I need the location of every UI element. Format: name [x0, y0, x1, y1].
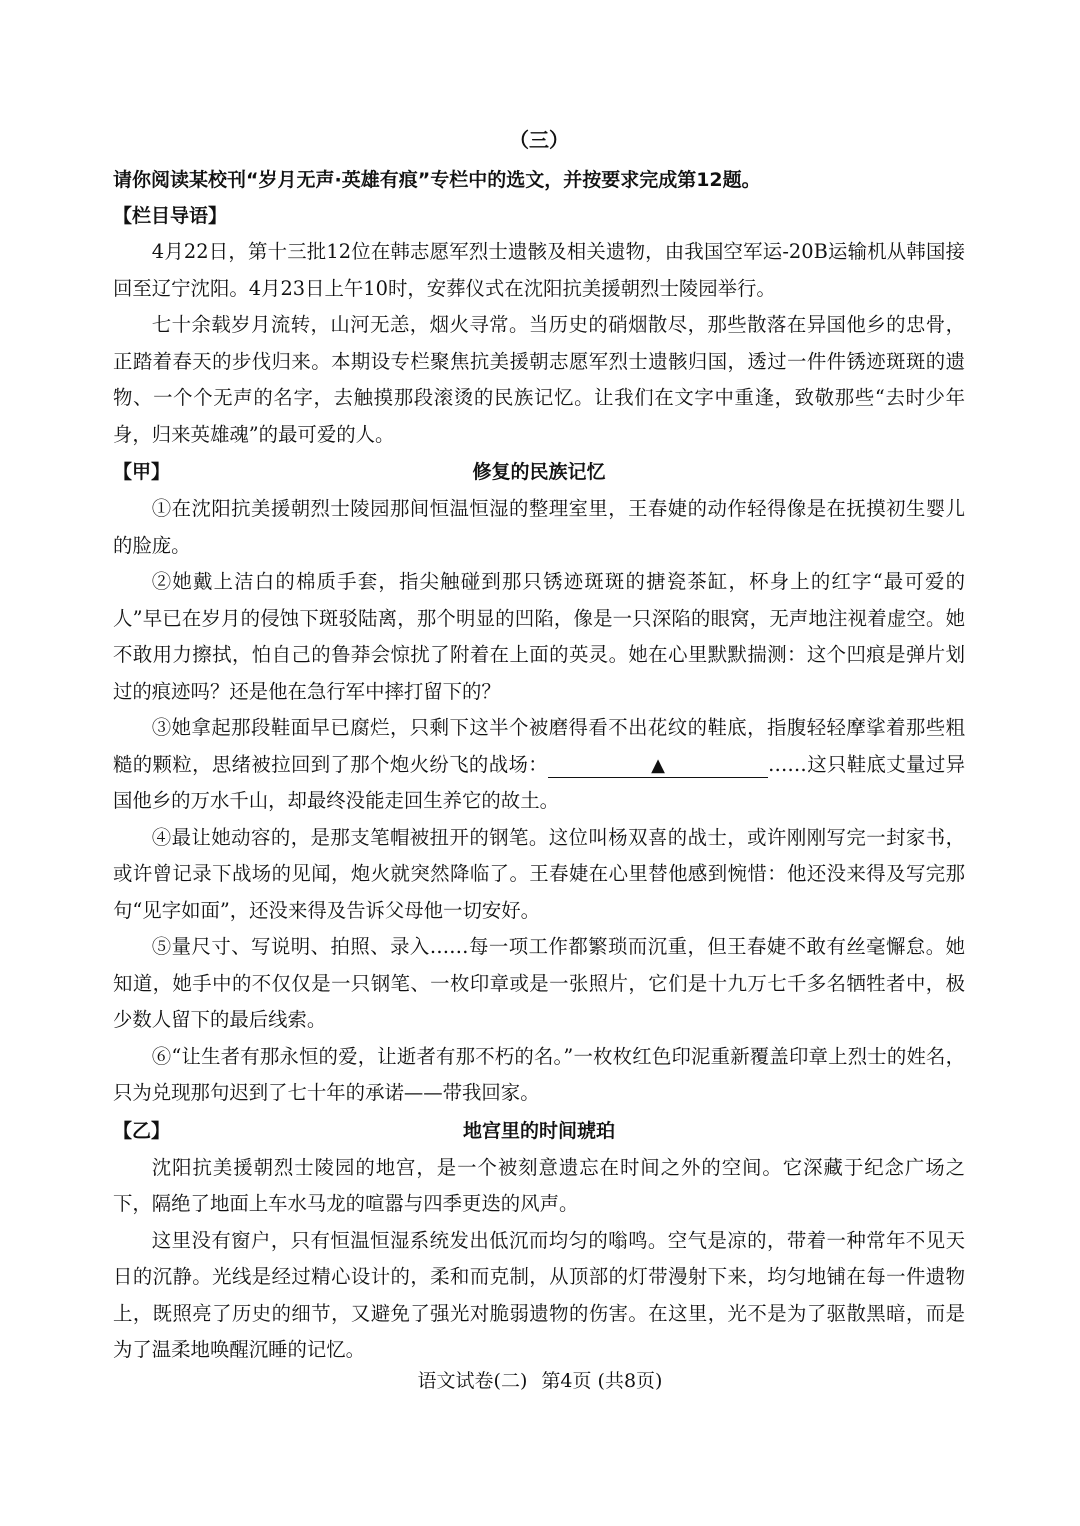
page-footer [0, 1366, 1080, 1393]
intro-paragraph-2: 七十余载岁月流转，山河无恙，烟火寻常。当历史的硝烟散尽，那些散落在异国他乡的忠骨，正踏着春天的步伐归来。本期设专栏聚焦抗美援朝志愿军烈士遗骸归国，透过一件件锈迹斑斑的遗物、一个个无声的名字，去触摸那段滚烫的民族记忆。让我们在文字中重逢，致敬那些“去时少年身，归来英雄魂”的最可爱的人。 [113, 313, 965, 446]
intro-paragraph-1: 4月22日，第十三批12位在韩志愿军烈士遗骸及相关遗物，由我国空军运-20B运输机从韩国接回至辽宁沈阳。4月23日上午10时，安葬仪式在沈阳抗美援朝烈士陵园举行。 [113, 240, 965, 300]
answer-blank [548, 754, 768, 778]
article-b-tag: 【乙】 [113, 1119, 171, 1142]
article-a-paragraph-2: ②她戴上洁白的棉质手套，指尖触碰到那只锈迹斑斑的搪瓷茶缸，杯身上的红字“最可爱的人”早已在岁月的侵蚀下斑驳陆离，那个明显的凹陷，像是一只深陷的眼窝，无声地注视着虚空。她不敢用力擦拭，怕自己的鲁莽会惊扰了附着在上面的英灵。她在心里默默揣测：这个凹痕是弹片划过的痕迹吗？还是他在急行军中摔打留下的？ [113, 570, 965, 703]
article-b-heading [113, 1112, 965, 1150]
article-a-paragraph-3 [113, 710, 965, 820]
article-a-paragraph-4: ④最让她动容的，是那支笔帽被扭开的钢笔。这位叫杨双喜的战士，或许刚刚写完一封家书，或许曾记录下战场的见闻，炮火就突然降临了。王春婕在心里替他感到惋惜：他还没来得及写完那句“见字如面”，还没来得及告诉父母他一切安好。 [113, 825, 965, 922]
triangle-marker-icon: ▲ [651, 754, 665, 776]
article-b-paragraph-1: 沈阳抗美援朝烈士陵园的地宫，是一个被刻意遗忘在时间之外的空间。它深藏于纪念广场之下，隔绝了地面上车水马龙的喧嚣与四季更迭的风声。 [113, 1155, 965, 1215]
article-a-title: 修复的民族记忆 [472, 461, 606, 483]
article-b-paragraph-2: 这里没有窗户，只有恒温恒湿系统发出低沉而均匀的嗡鸣。空气是凉的，带着一种常年不见天日的沉静。光线是经过精心设计的，柔和而克制，从顶部的灯带漫射下来，均匀地铺在每一件遗物上，既照亮了历史的细节，又避免了强光对脆弱遗物的伤害。在这里，光不是为了驱散黑暗，而是为了温柔地唤醒沉睡的记忆。 [113, 1228, 965, 1361]
page-number: 第4页 (共8页) [541, 1370, 663, 1392]
article-a-tag: 【甲】 [113, 461, 171, 483]
paper-name: 语文试卷(二) [417, 1370, 528, 1392]
paragraph-3-lead: ③她拿起那段鞋面早已腐烂，只剩下这半个被磨得看不出花纹的鞋底，指腹轻轻摩挲着那些粗糙的颗粒，思绪被拉回到了那个炮火纷飞的战场： [113, 716, 965, 776]
article-a-heading [113, 453, 965, 491]
article-a-paragraph-5: ⑤量尺寸、写说明、拍照、录入……每一项工作都繁琐而沉重，但王春婕不敢有丝毫懈怠。她知道，她手中的不仅仅是一只钢笔、一枚印章或是一张照片，它们是十九万七千多名牺牲者中，极少数人留下的最后线索。 [113, 935, 965, 1031]
article-a-paragraph-1: ①在沈阳抗美援朝烈士陵园那间恒温恒湿的整理室里，王春婕的动作轻得像是在抚摸初生婴儿的脸庞。 [113, 497, 965, 557]
exam-page [113, 118, 965, 1369]
intro-label: 【栏目导语】 [113, 205, 228, 227]
paragraph-3-tail: ……这只鞋底丈量过异国他乡的万水千山，却最终没能走回生养它的故土。 [113, 752, 966, 812]
article-a-paragraph-6: ⑥“让生者有那永恒的爱，让逝者有那不朽的名。”一枚枚红色印泥重新覆盖印章上烈士的姓名，只为兑现那句迟到了七十年的承诺——带我回家。 [113, 1044, 965, 1104]
article-b-title: 地宫里的时间琥珀 [462, 1119, 615, 1142]
section-number: （三） [509, 128, 569, 152]
reading-instruction: 请你阅读某校刊“岁月无声·英雄有痕”专栏中的选文，并按要求完成第12题。 [113, 169, 761, 191]
